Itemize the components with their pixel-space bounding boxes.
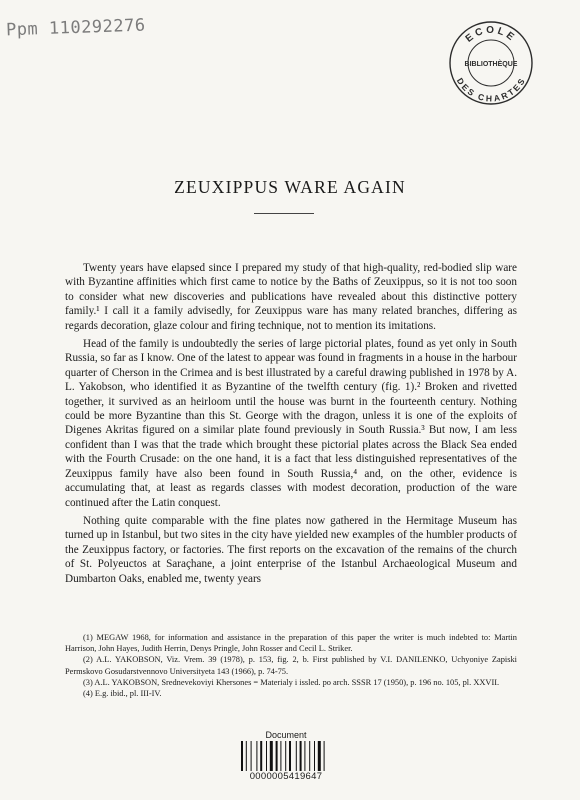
barcode-number: 0000005419647 bbox=[249, 771, 323, 782]
footnote: (2) A.L. YAKOBSON, Viz. Vrem. 39 (1978), p. 153, fig. 2, b. First published by V.I. DANILENKO, Uchyoniye Zapiski Permskovo Gosudarstvennovo Universityeta 143 (1966), p. 74-75. bbox=[65, 655, 517, 676]
footnote: (3) A.L. YAKOBSON, Srednevekoviyi Khersones = Materialy i issled. po arch. SSSR 17 (1950), p. 196 no. 105, pl. XXVII. bbox=[83, 677, 500, 687]
handwritten-shelfmark: Ppm 110292276 bbox=[5, 15, 146, 41]
stamp-top-text: ECOLE bbox=[463, 24, 519, 45]
footnote: (4) E.g. ibid., pl. III-IV. bbox=[83, 689, 162, 699]
document-barcode bbox=[236, 730, 336, 782]
barcode-label: Document bbox=[265, 730, 307, 740]
paragraph: Twenty years have elapsed since I prepared my study of that high-quality, red-bodied slip ware with Byzantine affinities which first came to notice by the Baths of Zeuxippus, so it is not too soon to consider what new discoveries and publications have revealed about this distinctive pottery family.¹ I call it a family advisedly, for Zeuxippus ware has many related branches, differing as regards decoration, glaze colour and firing technique, not to mention its imitations. bbox=[65, 262, 517, 332]
stamp-center-text: BIBLIOTHÈQUE bbox=[464, 61, 518, 68]
article-title: ZEUXIPPUS WARE AGAIN bbox=[174, 177, 406, 197]
stamp-bottom-text: DES CHARTES bbox=[454, 76, 528, 104]
barcode-icon bbox=[240, 741, 332, 771]
article-body bbox=[65, 261, 517, 590]
library-stamp-icon bbox=[448, 20, 534, 106]
paragraph: Nothing quite comparable with the fine plates now gathered in the Hermitage Museum has turned up in Istanbul, but two sites in the city have yielded new examples of the humbler products of the Zeuxippus factory, or factories. The first reports on the excavation of the remains of the church of St. Polyeuctos at Saraçhane, a joint enterprise of the Istanbul Archaeological Museum and Dumbarton Oaks, enabled me, twenty years bbox=[65, 514, 517, 585]
svg-text:ECOLE bbox=[464, 25, 518, 45]
title-divider bbox=[254, 213, 314, 214]
footnote: (1) MEGAW 1968, for information and assistance in the preparation of this paper the writer is much indebted to: Martin Harrison, John Hayes, Judith Herrin, Denys Pringle, John Rosser and Cecil L. Striker. bbox=[65, 633, 517, 654]
footnotes bbox=[65, 632, 517, 699]
svg-text:DES CHARTES bbox=[455, 76, 527, 104]
paragraph: Head of the family is undoubtedly the series of large pictorial plates, found as yet only in South Russia, so far as I know. One of the latest to appear was found in fragments in a house in the harbour quarter of Cherson in the Crimea and is best illustrated by a careful drawing published in 1978 by A. L. Yakobson, who identified it as Byzantine of the twelfth century (fig. 1).² Broken and rivetted together, it survived as an heirloom until the house was burnt in the fourteenth century. Nothing could be more Byzantine than this St. George with the dragon, unless it is one of the exploits of Digenes Akritas figured on a similar plate found previously in South Russia.³ But now, I am less confident than I was that the trade which brought these pictorial plates across the Black Sea ended with the Fourth Crusade: on the one hand, it is a fact that less distinguished representatives of the Zeuxippus family have also been found in South Russia,⁴ and, on the other, evidence is accumulating that, at least as regards classes with modest decoration, production of the ware continued after the Latin conquest. bbox=[65, 338, 517, 509]
